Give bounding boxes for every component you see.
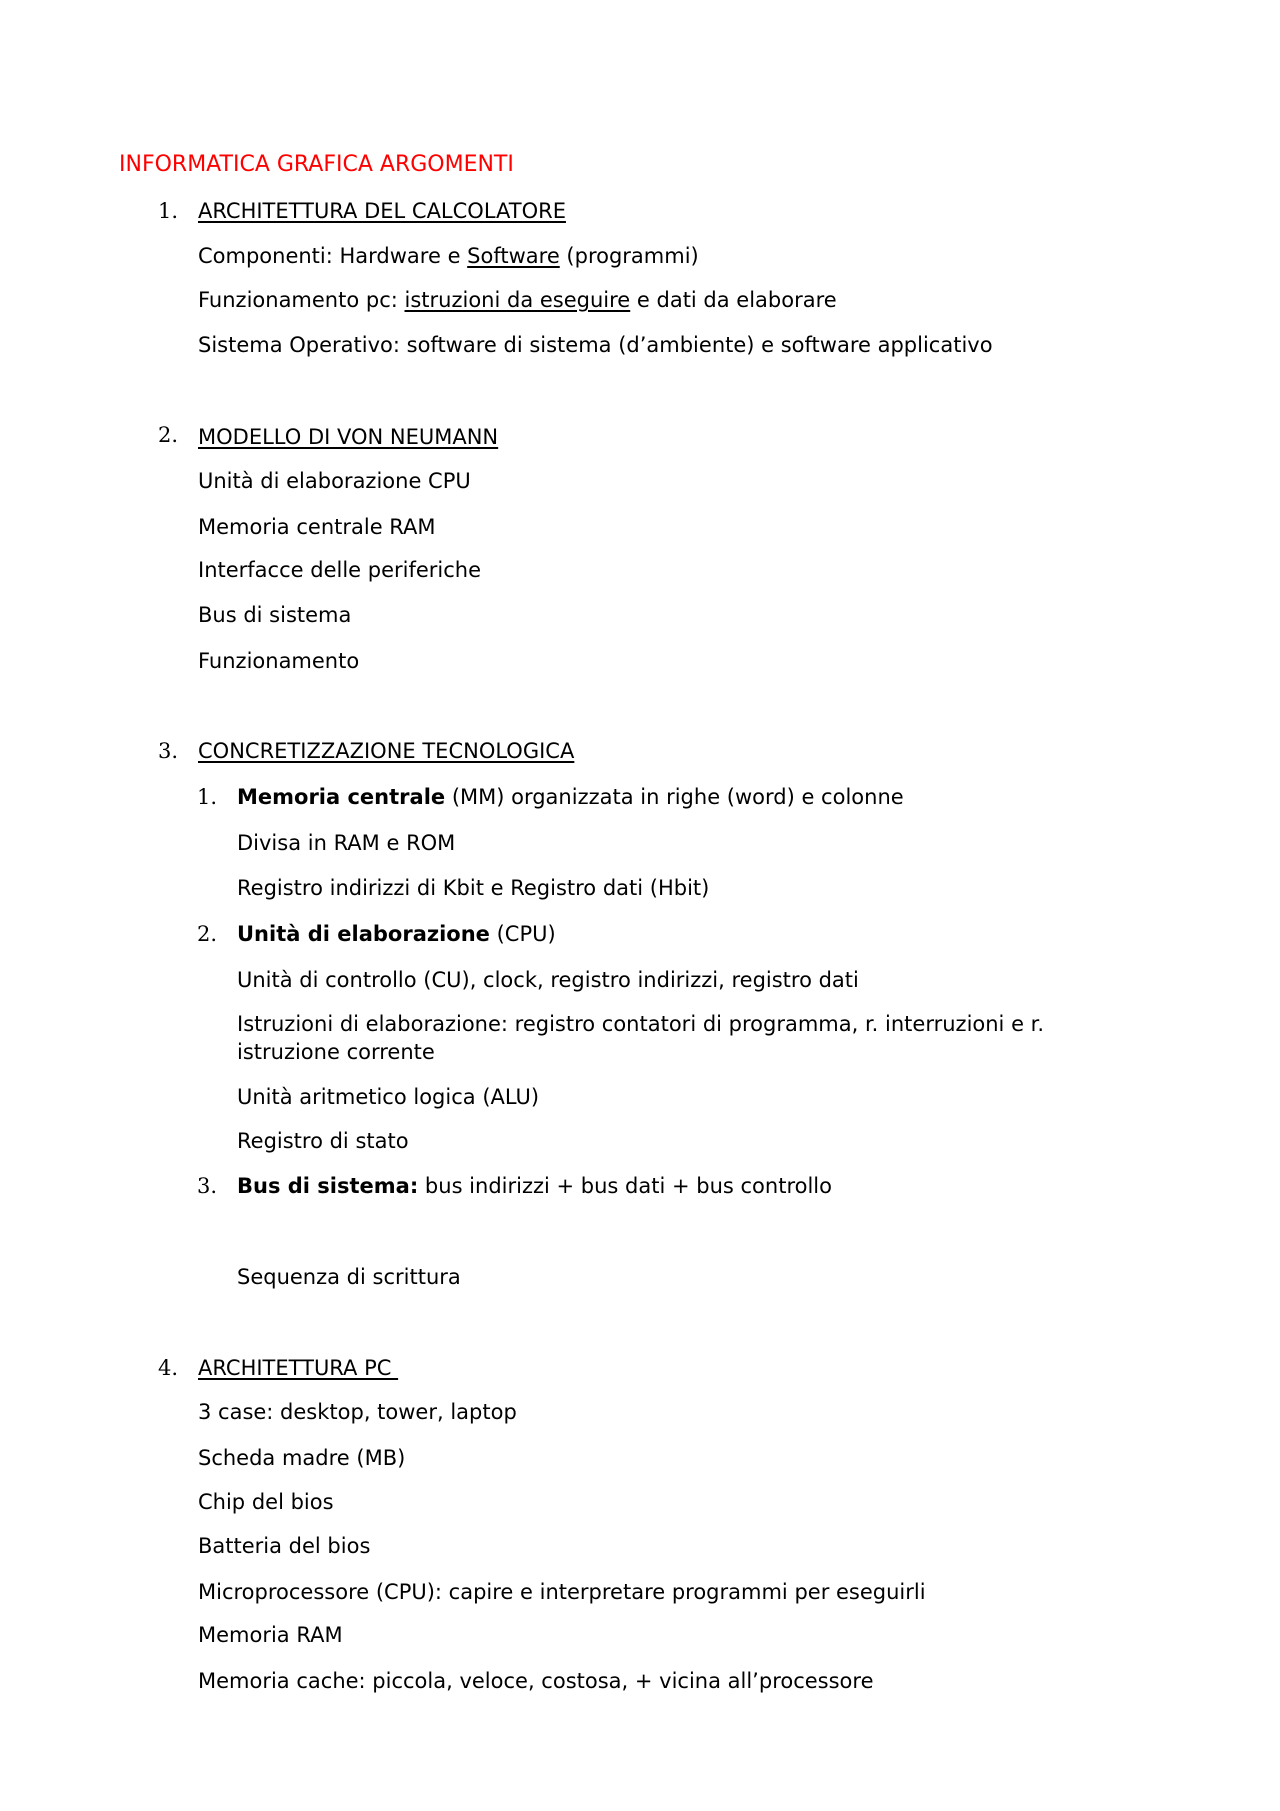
text: (programmi) [559,244,699,268]
istruzioni-underlined: istruzioni da eseguire [404,288,631,312]
subsection-3-3-heading [237,1172,832,1200]
bold-term: Memoria centrale [237,785,446,809]
section-2-item: Interfacce delle periferiche [198,558,482,582]
page-title: INFORMATICA GRAFICA ARGOMENTI [119,152,514,177]
section-2-heading: MODELLO DI VON NEUMANN [198,425,499,449]
text: (MM) organizzata in righe (word) e colonne [445,785,904,809]
section-4-item: Memoria RAM [198,1623,343,1647]
subsection-3-1-number: 1. [197,785,218,809]
subsection-3-2-line: Registro di stato [237,1129,409,1153]
section-1-line-3: Sistema Operativo: software di sistema (d’ambiente) e software applicativo [198,333,993,357]
subsection-3-2-line: Unità di controllo (CU), clock, registro indirizzi, registro dati [237,968,859,992]
section-2-item: Unità di elaborazione CPU [198,469,471,493]
section-4-item: Chip del bios [198,1490,334,1514]
section-4-item: Scheda madre (MB) [198,1446,406,1470]
section-4-heading: ARCHITETTURA PC [198,1356,399,1380]
section-2-item: Funzionamento [198,649,360,673]
section-1-line-1 [198,242,699,270]
section-4-item: 3 case: desktop, tower, laptop [198,1400,517,1424]
bold-term: Unità di elaborazione [237,922,490,946]
section-1-line-2 [198,286,837,314]
section-2-item: Memoria centrale RAM [198,515,436,539]
section-4-number: 4. [158,1356,179,1380]
subsection-3-2-number: 2. [197,922,218,946]
section-4-item: Memoria cache: piccola, veloce, costosa, + vicina all’processore [198,1669,874,1693]
section-3-number: 3. [158,739,179,763]
subsection-3-2-line: Unità aritmetico logica (ALU) [237,1085,540,1109]
software-underlined: Software [467,244,560,268]
section-1-heading: ARCHITETTURA DEL CALCOLATORE [198,199,566,223]
subsection-3-2-line: istruzione corrente [237,1040,435,1064]
text: Funzionamento pc: [198,288,405,312]
text: e dati da elaborare [630,288,837,312]
subsection-3-1-line: Divisa in RAM e ROM [237,831,456,855]
subsection-3-1-heading [237,783,904,811]
section-1-number: 1. [158,199,179,223]
section-3-heading: CONCRETIZZAZIONE TECNOLOGICA [198,739,575,763]
section-2-item: Bus di sistema [198,603,352,627]
subsection-3-2-heading [237,920,556,948]
section-2-number: 2. [158,423,179,447]
text: (CPU) [489,922,556,946]
subsection-3-2-line: Istruzioni di elaborazione: registro contatori di programma, r. interruzioni e r. [237,1012,1045,1036]
section-4-item: Batteria del bios [198,1534,371,1558]
bold-term: Bus di sistema: [237,1174,419,1198]
subsection-3-3-number: 3. [197,1174,218,1198]
subsection-3-3-line: Sequenza di scrittura [237,1265,461,1289]
text: bus indirizzi + bus dati + bus controllo [418,1174,832,1198]
text: Componenti: Hardware e [198,244,468,268]
subsection-3-1-line: Registro indirizzi di Kbit e Registro dati (Hbit) [237,876,710,900]
section-4-item: Microprocessore (CPU): capire e interpretare programmi per eseguirli [198,1580,926,1604]
